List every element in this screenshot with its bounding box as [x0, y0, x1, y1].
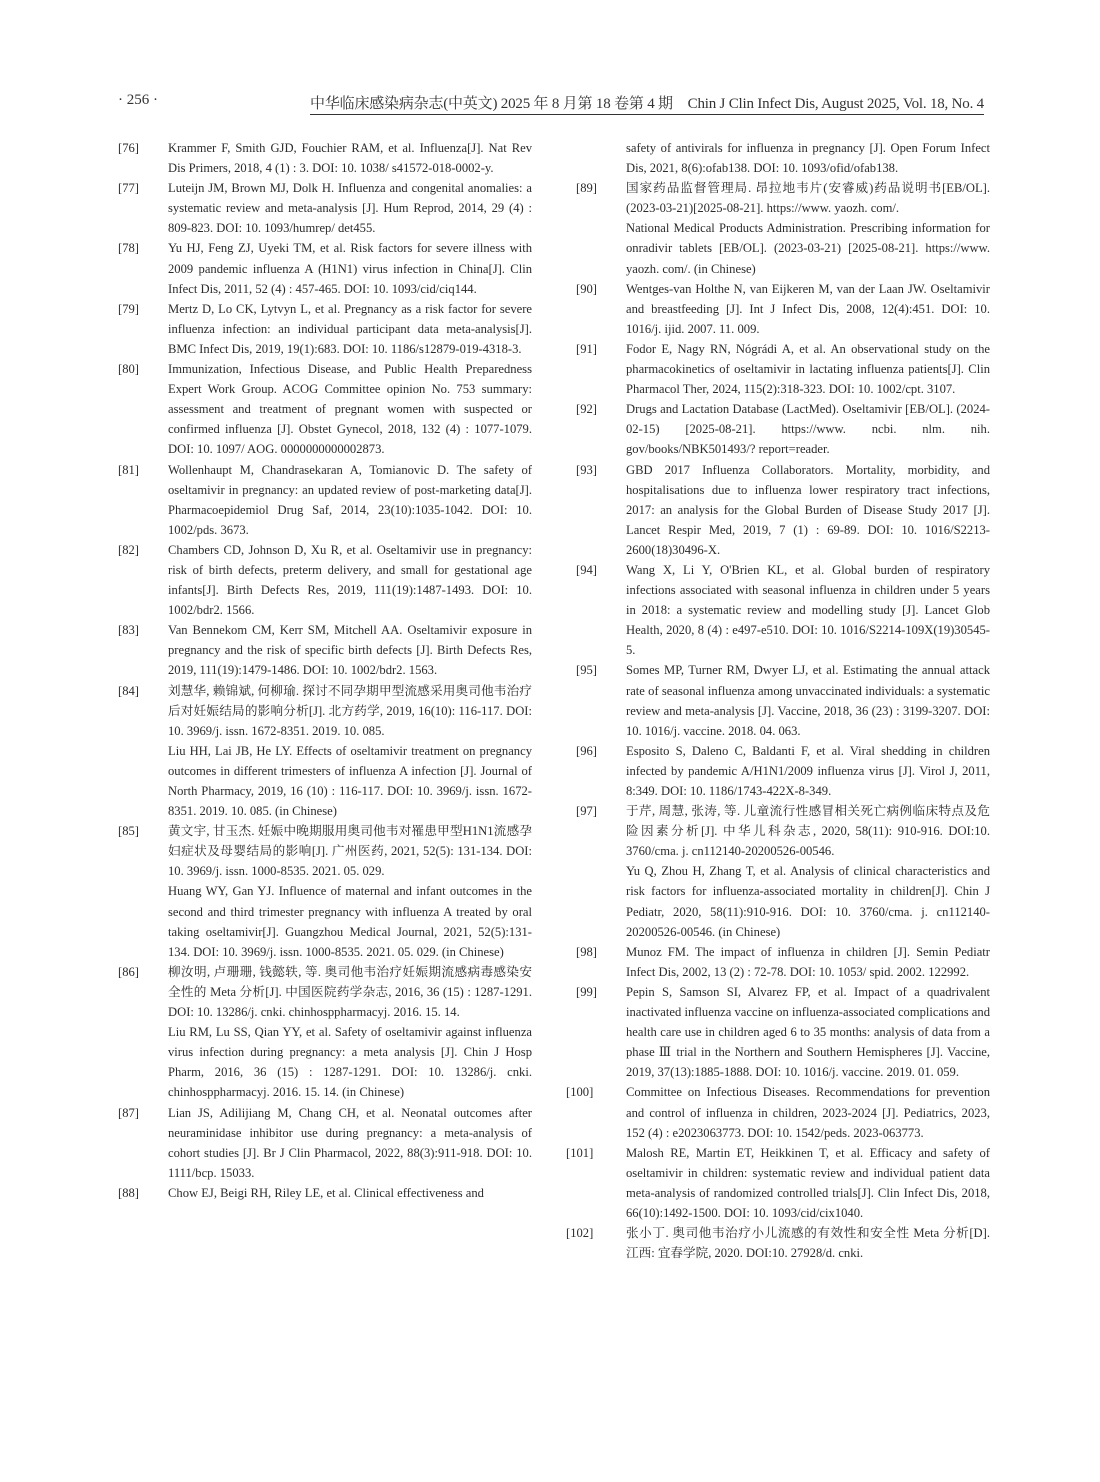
reference-item [576, 982, 990, 1082]
reference-translation: National Medical Products Administration. Prescribing information for onradivir tablets [EB/OL]. (2023-03-21) [2025-08-21]. https://www. yaozh. com/. (in Chinese) [626, 221, 990, 276]
reference-text: Chow EJ, Beigi RH, Riley LE, et al. Clinical effectiveness and [168, 1185, 484, 1200]
reference-item [566, 1223, 990, 1263]
reference-item [576, 660, 990, 740]
reference-item [576, 178, 990, 278]
reference-number: [85] [118, 824, 139, 839]
reference-number: [77] [118, 181, 139, 196]
reference-item [576, 560, 990, 660]
reference-translation: Huang WY, Gan YJ. Influence of maternal and infant outcomes in the second and third trimester pregnancy with influenza A treated by oral taking oseltamivir[J]. Guangzhou Medical Journal, 2021, 52(5):131-134. DOI: 10. 3969/j. issn. 1000-8535. 2021. 05. 029. (in Chinese) [168, 884, 532, 959]
reference-item [576, 942, 990, 982]
reference-text: Lian JS, Adilijiang M, Chang CH, et al. Neonatal outcomes after neuraminidase inhibitor use during pregnancy: a meta-analysis of cohort studies [J]. Br J Clin Pharmacol, 2022, 88(3):911-918. DOI: 10. 1111/bcp. 15033. [168, 1105, 532, 1180]
reference-item [118, 821, 532, 962]
reference-text: Van Bennekom CM, Kerr SM, Mitchell AA. Oseltamivir exposure in pregnancy and the risk of specific birth defects [J]. Birth Defects Res, 2019, 111(19):1479-1486. DOI: 10. 1002/bdr2. 1563. [168, 623, 532, 678]
reference-translation: Liu RM, Lu SS, Qian YY, et al. Safety of oseltamivir against influenza virus infection during pregnancy: a meta analysis [J]. Chin J Hosp Pharm, 2016, 36 (15) : 1287-1291. DOI: 10. 13286/j. cnki. chinhosppharmacyj. 2016. 15. 14. (in Chinese) [168, 1025, 532, 1100]
reference-number: [81] [118, 462, 139, 477]
reference-item [576, 460, 990, 560]
reference-text: Luteijn JM, Brown MJ, Dolk H. Influenza and congenital anomalies: a systematic review and meta-analysis [J]. Hum Reprod, 2014, 29 (4) : 809-823. DOI: 10. 1093/humrep/ det455. [168, 181, 532, 236]
reference-item [576, 741, 990, 801]
reference-number: [95] [576, 663, 597, 678]
reference-text: Esposito S, Daleno C, Baldanti F, et al. Viral shedding in children infected by pandemic A/H1N1/2009 influenza virus [J]. Virol J, 2011, 8:349. DOI: 10. 1186/1743-422X-8-349. [626, 743, 990, 798]
reference-item [118, 620, 532, 680]
reference-text: Krammer F, Smith GJD, Fouchier RAM, et al. Influenza[J]. Nat Rev Dis Primers, 2018, 4 (1) : 3. DOI: 10. 1038/ s41572-018-0002-y. [168, 141, 532, 176]
reference-text: Mertz D, Lo CK, Lytvyn L, et al. Pregnancy as a risk factor for severe influenza infection: an individual participant data meta-analysis[J]. BMC Infect Dis, 2019, 19(1):683. DOI: 10. 1186/s12879-019-4318-3. [168, 301, 532, 356]
reference-number: [79] [118, 301, 139, 316]
reference-item [118, 138, 532, 178]
reference-number: [90] [576, 281, 597, 296]
reference-translation: Liu HH, Lai JB, He LY. Effects of oseltamivir treatment on pregnancy outcomes in different trimesters of influenza A infection [J]. Journal of North Pharmacy, 2019, 16 (10) : 116-117. DOI: 10. 3969/j. issn. 1672-8351. 2019. 10. 085. (in Chinese) [168, 743, 532, 819]
reference-text: Chambers CD, Johnson D, Xu R, et al. Oseltamivir use in pregnancy: risk of birth defects, preterm delivery, and small for gestational age infants[J]. Birth Defects Res, 2019, 111(19):1487-1493. DOI: 10. 1002/bdr2. 1566. [168, 542, 532, 618]
reference-text: 刘慧华, 赖锦斌, 何柳瑜. 探讨不同孕期甲型流感采用奥司他韦治疗后对妊娠结局的影响分析[J]. 北方药学, 2019, 16(10): 116-117. DOI: 10. 3969/j. issn. 1672-8351. 2019. 10. 085. [168, 683, 532, 738]
reference-number: [93] [576, 462, 597, 477]
reference-number: [96] [576, 743, 597, 758]
reference-text: Wentges-van Holthe N, van Eijkeren M, van der Laan JW. Oseltamivir and breastfeeding [J]. Int J Infect Dis, 2008, 12(4):451. DOI: 10. 1016/j. ijid. 2007. 11. 009. [626, 281, 990, 336]
reference-number: [76] [118, 141, 139, 155]
journal-running-title: 中华临床感染病杂志(中英文) 2025 年 8 月第 18 卷第 4 期 Chin J Clin Infect Dis, August 2025, Vol. 18, No. 4 [310, 92, 984, 115]
reference-item [118, 238, 532, 298]
reference-item [566, 1082, 990, 1142]
reference-number: [102] [566, 1226, 594, 1241]
reference-text: GBD 2017 Influenza Collaborators. Mortality, morbidity, and hospitalisations due to influenza lower respiratory tract infections, 2017: an analysis for the Global Burden of Disease Study 2017 [J]. Lancet Respir Med, 2019, 7 (1) : 69-89. DOI: 10. 1016/S2213-2600(18)30496-X. [626, 462, 990, 557]
reference-text: 于芹, 周慧, 张涛, 等. 儿童流行性感冒相关死亡病例临床特点及危险因素分析[J]. 中华儿科杂志, 2020, 58(11): 910-916. DOI:10. 3760/cma. j. cn112140-20200526-00546. [626, 804, 990, 859]
reference-text: Fodor E, Nagy RN, Nógrádi A, et al. An observational study on the pharmacokinetics of oseltamivir in lactating influenza patients[J]. Clin Pharmacol Ther, 2024, 115(2):318-323. DOI: 10. 1002/cpt. 3107. [626, 341, 990, 397]
page-number: · 256 · [118, 92, 158, 108]
reference-number: [82] [118, 542, 139, 557]
reference-number: [100] [566, 1085, 594, 1100]
reference-item [118, 681, 532, 822]
reference-number: [101] [566, 1145, 594, 1160]
reference-item [118, 1183, 532, 1203]
reference-text: 国家药品监督管理局. 昂拉地韦片(安睿威)药品说明书[EB/OL]. (2023-03-21)[2025-08-21]. https://www. yaozh. com/. [626, 181, 990, 216]
reference-item [118, 359, 532, 459]
reference-text: Wollenhaupt M, Chandrasekaran A, Tomianovic D. The safety of oseltamivir in pregnancy: an updated review of post-marketing data[J]. Pharmacoepidemiol Drug Saf, 2014, 23(10):1035-1042. DOI: 10. 1002/pds. 3673. [168, 462, 532, 537]
reference-column-right [566, 138, 990, 1263]
reference-text: Committee on Infectious Diseases. Recommendations for prevention and control of influenza in children, 2023-2024 [J]. Pediatrics, 2023, 152 (4) : e2023063773. DOI: 10. 1542/peds. 2023-063773. [626, 1085, 990, 1140]
reference-item [576, 801, 990, 942]
reference-item [576, 279, 990, 339]
reference-text: Drugs and Lactation Database (LactMed). Oseltamivir [EB/OL]. (2024-02-15) [2025-08-21]. https://www. ncbi. nlm. nih. gov/books/NBK501493/? report=reader. [626, 402, 990, 457]
reference-number: [97] [576, 804, 597, 819]
reference-number: [84] [118, 683, 139, 698]
reference-item [576, 339, 990, 399]
reference-number: [98] [576, 944, 597, 959]
reference-number: [88] [118, 1185, 139, 1200]
reference-text: 张小丁. 奥司他韦治疗小儿流感的有效性和安全性 Meta 分析[D]. 江西: 宜春学院, 2020. DOI:10. 27928/d. cnki. [626, 1226, 990, 1261]
reference-number: [86] [118, 964, 139, 979]
reference-translation: Yu Q, Zhou H, Zhang T, et al. Analysis of clinical characteristics and risk factors for influenza-associated mortality in children[J]. Chin J Pediatr, 2020, 58(11):910-916. DOI: 10. 3760/cma. j. cn112140-20200526-00546. (in Chinese) [626, 864, 990, 939]
reference-text: Immunization, Infectious Disease, and Public Health Preparedness Expert Work Group. ACOG Committee opinion No. 753 summary: assessment and treatment of pregnant women with suspected or confirmed influenza [J]. Obstet Gynecol, 2018, 132 (4) : 1077-1079. DOI: 10. 1097/ AOG. 0000000000002873. [168, 362, 532, 457]
reference-text: Munoz FM. The impact of influenza in children [J]. Semin Pediatr Infect Dis, 2002, 13 (2) : 72-78. DOI: 10. 1053/ spid. 2002. 122992. [626, 944, 990, 979]
reference-list-right [566, 178, 990, 1263]
reference-number: [91] [576, 341, 597, 356]
reference-text: 柳汝明, 卢珊珊, 钱懿轶, 等. 奥司他韦治疗妊娠期流感病毒感染安全性的 Meta 分析[J]. 中国医院药学杂志, 2016, 36 (15) : 1287-1291. DOI: 10. 13286/j. cnki. chinhosppharmacyj. 2016. 15. 14. [168, 964, 532, 1020]
reference-number: [83] [118, 623, 139, 638]
reference-text: Yu HJ, Feng ZJ, Uyeki TM, et al. Risk factors for severe illness with 2009 pandemic influenza A (H1N1) virus infection in China[J]. Clin Infect Dis, 2011, 52 (4) : 457-465. DOI: 10. 1093/cid/ciq144. [168, 241, 532, 296]
reference-item [566, 1143, 990, 1223]
reference-number: [80] [118, 362, 139, 377]
reference-number: [99] [576, 984, 597, 999]
reference-text: Wang X, Li Y, O'Brien KL, et al. Global burden of respiratory infections associated with seasonal influenza in children under 5 years in 2018: a systematic review and modelling study [J]. Lancet Glob Health, 2020, 8 (4) : e497-e510. DOI: 10. 1016/S2214-109X(19)30545-5. [626, 562, 990, 658]
reference-item [118, 460, 532, 540]
reference-text: Malosh RE, Martin ET, Heikkinen T, et al. Efficacy and safety of oseltamivir in children: systematic review and individual patient data meta-analysis of randomized controlled trials[J]. Clin Infect Dis, 2018, 66(10):1492-1500. DOI: 10. 1093/cid/cix1040. [626, 1145, 990, 1220]
reference-text: 黄文宇, 甘玉杰. 妊娠中晚期服用奥司他韦对罹患甲型H1N1流感孕妇症状及母婴结局的影响[J]. 广州医药, 2021, 52(5): 131-134. DOI: 10. 3969/j. issn. 1000-8535. 2021. 05. 029. [168, 824, 532, 879]
reference-item [118, 178, 532, 238]
reference-number: [87] [118, 1105, 139, 1120]
reference-number: [94] [576, 562, 597, 577]
reference-continuation: safety of antivirals for influenza in pregnancy [J]. Open Forum Infect Dis, 2021, 8(6):ofab138. DOI: 10. 1093/ofid/ofab138. [626, 141, 990, 176]
reference-item [118, 540, 532, 620]
reference-item [118, 1103, 532, 1183]
reference-text: Pepin S, Samson SI, Alvarez FP, et al. Impact of a quadrivalent inactivated influenza vaccine on influenza-associated complications and health care use in children aged 6 to 35 months: analysis of data from a phase Ⅲ trial in the Northern and Southern Hemispheres [J]. Vaccine, 2019, 37(13):1885-1888. DOI: 10. 1016/j. vaccine. 2019. 01. 059. [626, 984, 990, 1080]
page-header [118, 88, 984, 114]
reference-number: [89] [576, 181, 597, 196]
reference-number: [78] [118, 241, 139, 256]
reference-text: Somes MP, Turner RM, Dwyer LJ, et al. Estimating the annual attack rate of seasonal influenza among unvaccinated individuals: a systematic review and meta-analysis [J]. Vaccine, 2018, 36 (23) : 3199-3207. DOI: 10. 1016/j. vaccine. 2018. 04. 063. [626, 663, 990, 738]
reference-item [118, 299, 532, 359]
reference-item [576, 399, 990, 459]
reference-item [118, 962, 532, 1103]
reference-column-left [118, 138, 532, 1203]
reference-number: [92] [576, 402, 597, 417]
